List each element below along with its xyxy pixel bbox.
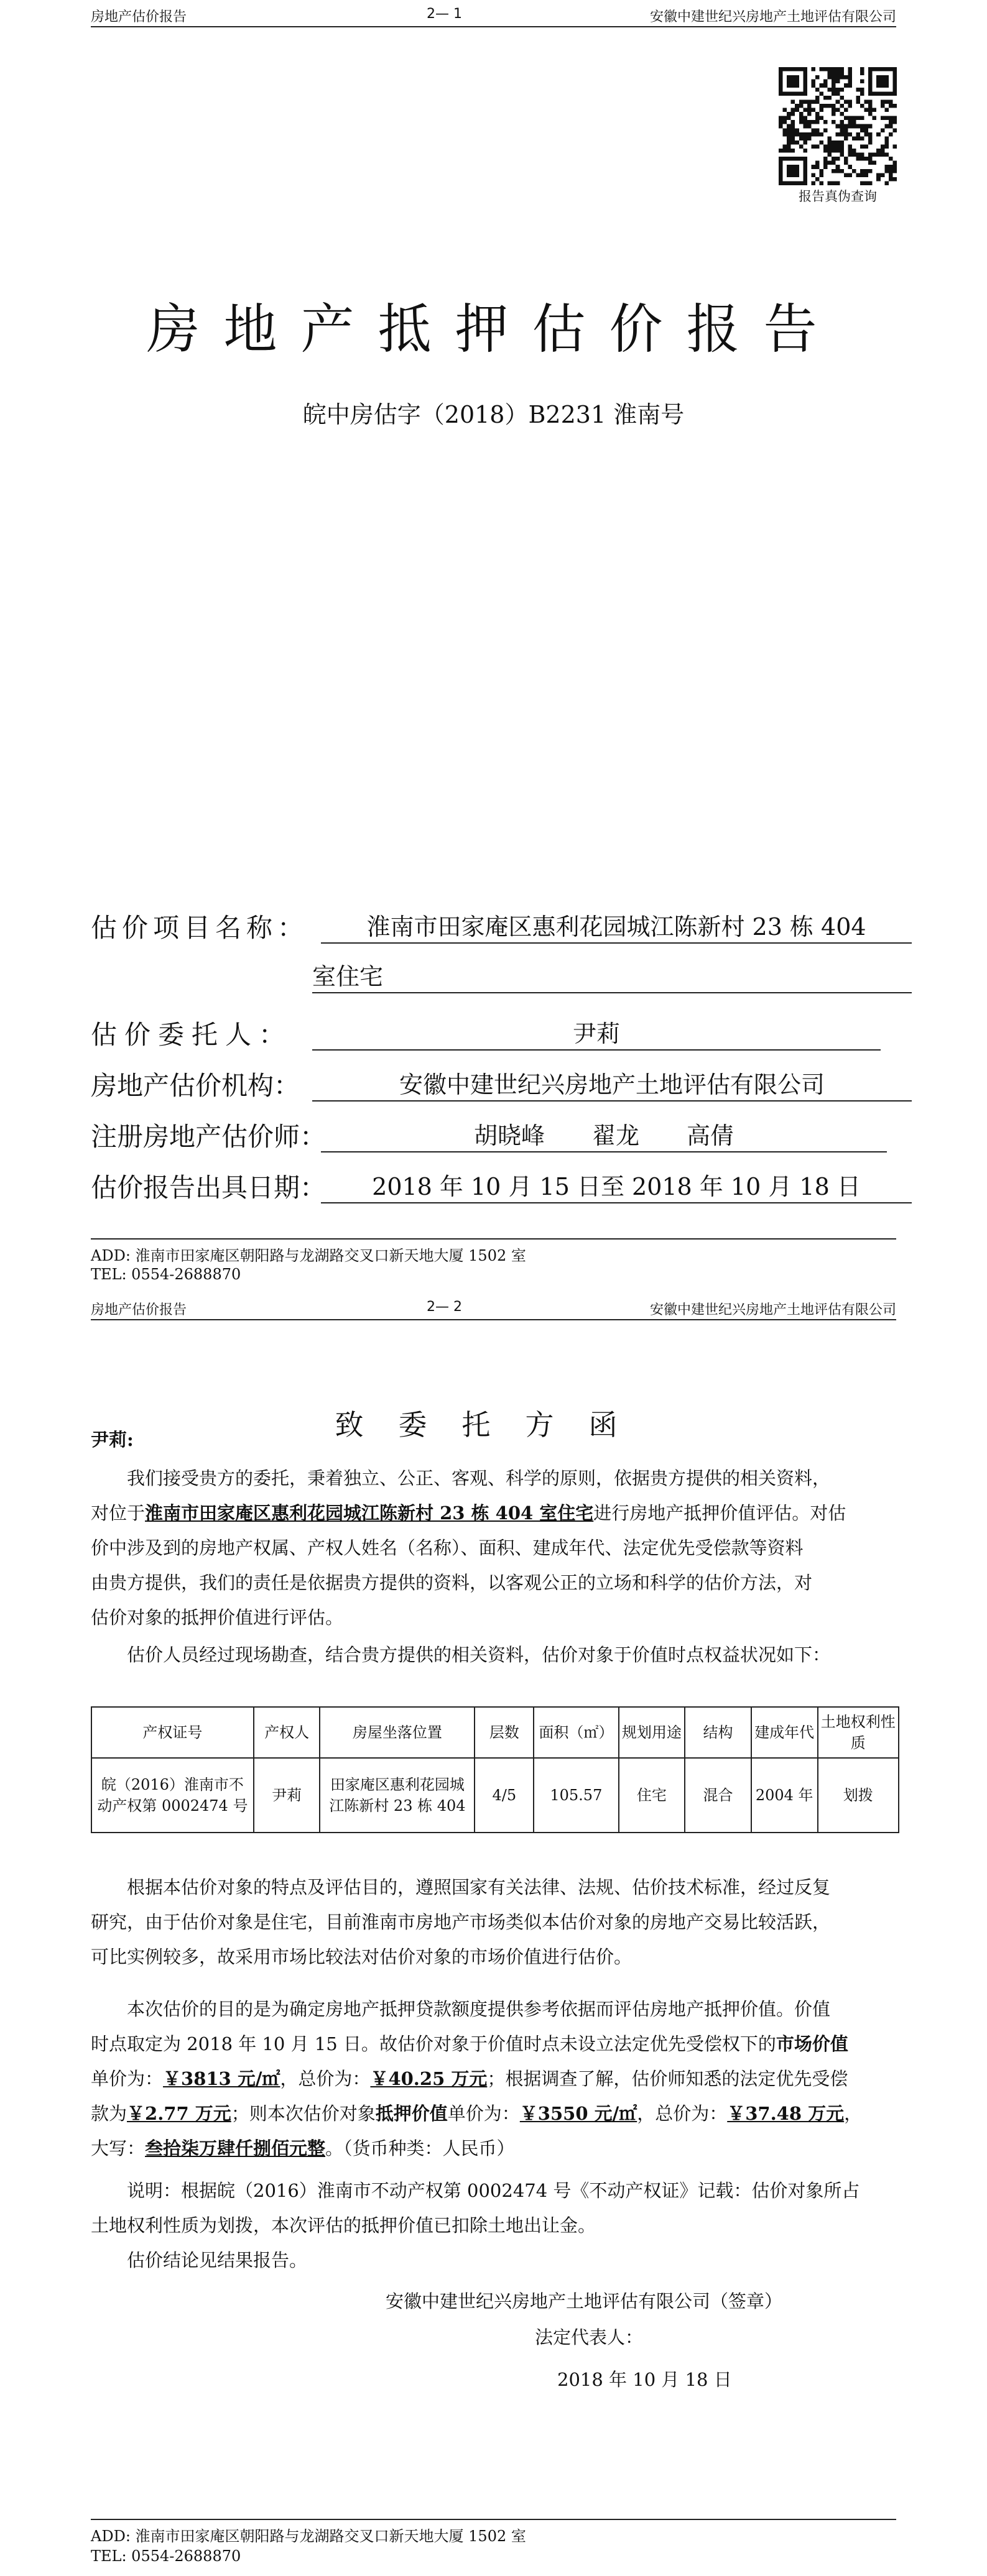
text-line: 单价为：￥3813 元/㎡，总价为：￥40.25 万元；根据调查了解，估价师知悉的法定优先受偿: [91, 2068, 848, 2089]
paragraph-commission: [91, 1461, 896, 1672]
field-value: 胡晓峰 翟龙 高倩: [473, 1122, 734, 1149]
text-line: 本次估价的目的是为确定房地产抵押贷款额度提供参考依据而评估房地产抵押价值。价值: [127, 1999, 831, 2020]
table-header: 层数: [475, 1707, 534, 1758]
footer-phone: TEL: 0554-2688870: [91, 1266, 241, 1283]
field-project-name-cont: [91, 957, 912, 995]
field-label: 注册房地产估价师：: [91, 1121, 327, 1152]
table-row: [91, 1758, 899, 1833]
field-value: 尹莉: [572, 1020, 620, 1047]
text-line: 对位于淮南市田家庵区惠利花园城江陈新村 23 栋 404 室住宅进行房地产抵押价值评估。对估: [91, 1502, 846, 1524]
field-report-date: [91, 1167, 912, 1205]
text-line: 价中涉及到的房地产权属、产权人姓名（名称）、面积、建成年代、法定优先受偿款等资料: [91, 1537, 804, 1558]
table-cell: 划拨: [818, 1758, 899, 1833]
table-header: 建成年代: [751, 1707, 818, 1758]
header-right: 安徽中建世纪兴房地产土地评估有限公司: [649, 9, 896, 25]
table-cell: 田家庵区惠利花园城江陈新村 23 栋 404: [320, 1758, 475, 1833]
table-header: 规划用途: [619, 1707, 685, 1758]
field-label: 房地产估价机构：: [91, 1070, 300, 1101]
text-line: 研究，由于估价对象是住宅，目前淮南市房地产市场类似本估价对象的房地产交易比较活跃，: [91, 1911, 831, 1933]
page-header: [91, 5, 896, 24]
text-line: 可比实例较多，故采用市场比较法对估价对象的市场价值进行估价。: [91, 1946, 633, 1967]
table-cell: 105.57: [534, 1758, 618, 1833]
footer-address: ADD: 淮南市田家庵区朝阳路与龙湖路交叉口新天地大厦 1502 室: [91, 2528, 526, 2545]
footer-rule: [91, 1238, 896, 1240]
text-line: 款为￥2.77 万元；则本次估价对象抵押价值单价为：￥3550 元/㎡，总价为：￥37.48 万元，: [91, 2103, 863, 2124]
field-label: 估价项目名称：: [91, 913, 309, 943]
table-cell: 皖（2016）淮南市不动产权第 0002474 号: [91, 1758, 254, 1833]
footer-rule: [91, 2519, 896, 2520]
header-rule: [91, 26, 896, 27]
paragraph-method: [91, 1870, 896, 1974]
table-cell: 2004 年: [751, 1758, 818, 1833]
text-line: 大写：叁拾柒万肆仟捌佰元整。（货币种类：人民币）: [91, 2138, 515, 2159]
mortgage-unit-price: ￥3550 元/㎡: [519, 2103, 637, 2124]
table-cell: 住宅: [619, 1758, 685, 1833]
letter-title: 致委托方函: [335, 1408, 652, 1442]
signature-representative: 法定代表人：: [535, 2327, 644, 2348]
text-line: 根据本估价对象的特点及评估目的，遵照国家有关法律、法规、估价技术标准，经过反复: [127, 1877, 831, 1898]
table-header: 土地权利性质: [818, 1707, 899, 1758]
table-header-row: [91, 1707, 899, 1758]
text-line: 我们接受贵方的委托，秉着独立、公正、客观、科学的原则，依据贵方提供的相关资料，: [127, 1468, 831, 1489]
field-client: [91, 1014, 912, 1052]
text-line: 估价结论见结果报告。: [127, 2250, 308, 2271]
field-appraisers: [91, 1116, 912, 1154]
signature-date: 2018 年 10 月 18 日: [557, 2369, 732, 2390]
header-page-number: 2— 1: [427, 6, 462, 22]
field-project-name: [91, 908, 912, 945]
underline: [321, 1151, 887, 1152]
qr-code-icon[interactable]: [779, 67, 897, 185]
field-value: 2018 年 10 月 15 日至 2018 年 10 月 18 日: [372, 1173, 861, 1200]
header-left: 房地产估价报告: [91, 1302, 187, 1318]
table-header: 产权人: [254, 1707, 320, 1758]
mortgage-total-price: ￥37.48 万元: [727, 2103, 845, 2124]
underline: [312, 992, 912, 993]
underline: [321, 1202, 912, 1203]
property-address: 淮南市田家庵区惠利花园城江陈新村 23 栋 404 室住宅: [145, 1502, 594, 1524]
table-header: 产权证号: [91, 1707, 254, 1758]
qr-caption: 报告真伪查询: [799, 189, 877, 204]
footer-phone: TEL: 0554-2688870: [91, 2547, 241, 2565]
table-header: 房屋坐落位置: [320, 1707, 475, 1758]
entrustment-letter-page: [0, 1293, 987, 2576]
table-cell: 4/5: [475, 1758, 534, 1833]
table-cell: 混合: [685, 1758, 751, 1833]
header-page-number: 2— 2: [427, 1299, 462, 1315]
priority-amount: ￥2.77 万元: [127, 2103, 231, 2124]
footer-address: ADD: 淮南市田家庵区朝阳路与龙湖路交叉口新天地大厦 1502 室: [91, 1247, 526, 1264]
header-left: 房地产估价报告: [91, 9, 187, 25]
page-header: [91, 1298, 896, 1317]
header-right: 安徽中建世纪兴房地产土地评估有限公司: [649, 1302, 896, 1318]
salutation: 尹莉:: [91, 1429, 134, 1450]
table-header: 面积（㎡）: [534, 1707, 618, 1758]
header-rule: [91, 1319, 896, 1320]
report-title: 房地产抵押估价报告: [146, 298, 841, 361]
report-number: 皖中房估字（2018）B2231 淮南号: [302, 401, 685, 428]
paragraph-note: [91, 2173, 896, 2278]
field-value: 安徽中建世纪兴房地产土地评估有限公司: [399, 1071, 825, 1098]
table-cell: 尹莉: [254, 1758, 320, 1833]
text-line: 说明：根据皖（2016）淮南市不动产权第 0002474 号《不动产权证》记载：估价对象所占: [127, 2180, 860, 2201]
paragraph-valuation: [91, 1992, 896, 2166]
property-table: [91, 1706, 899, 1833]
mortgage-total-words: 叁拾柒万肆仟捌佰元整: [145, 2138, 326, 2159]
field-value: 室住宅: [312, 963, 384, 990]
market-total-price: ￥40.25 万元: [370, 2068, 488, 2089]
underline: [312, 1049, 881, 1051]
market-unit-price: ￥3813 元/㎡: [163, 2068, 280, 2089]
text-line: 土地权利性质为划拨，本次评估的抵押价值已扣除土地出让金。: [91, 2215, 596, 2236]
text-line: 时点取定为 2018 年 10 月 15 日。故估价对象于价值时点未设立法定优先受偿权下的市场价值: [91, 2033, 848, 2054]
text-line: 估价对象的抵押价值进行评估。: [91, 1607, 344, 1628]
text-line: 由贵方提供，我们的责任是依据贵方提供的资料，以客观公正的立场和科学的估价方法，对: [91, 1572, 813, 1593]
signature-company: 安徽中建世纪兴房地产土地评估有限公司（签章）: [386, 2291, 783, 2312]
field-label: 估价报告出具日期：: [91, 1172, 327, 1203]
underline: [312, 1100, 912, 1102]
underline: [321, 942, 912, 944]
table-header: 结构: [685, 1707, 751, 1758]
field-agency: [91, 1065, 912, 1103]
field-label: 估价委托人：: [91, 1019, 293, 1050]
field-value: 淮南市田家庵区惠利花园城江陈新村 23 栋 404: [366, 913, 866, 941]
text-line: 估价人员经过现场勘查，结合贵方提供的相关资料，估价对象于价值时点权益状况如下：: [127, 1644, 831, 1665]
